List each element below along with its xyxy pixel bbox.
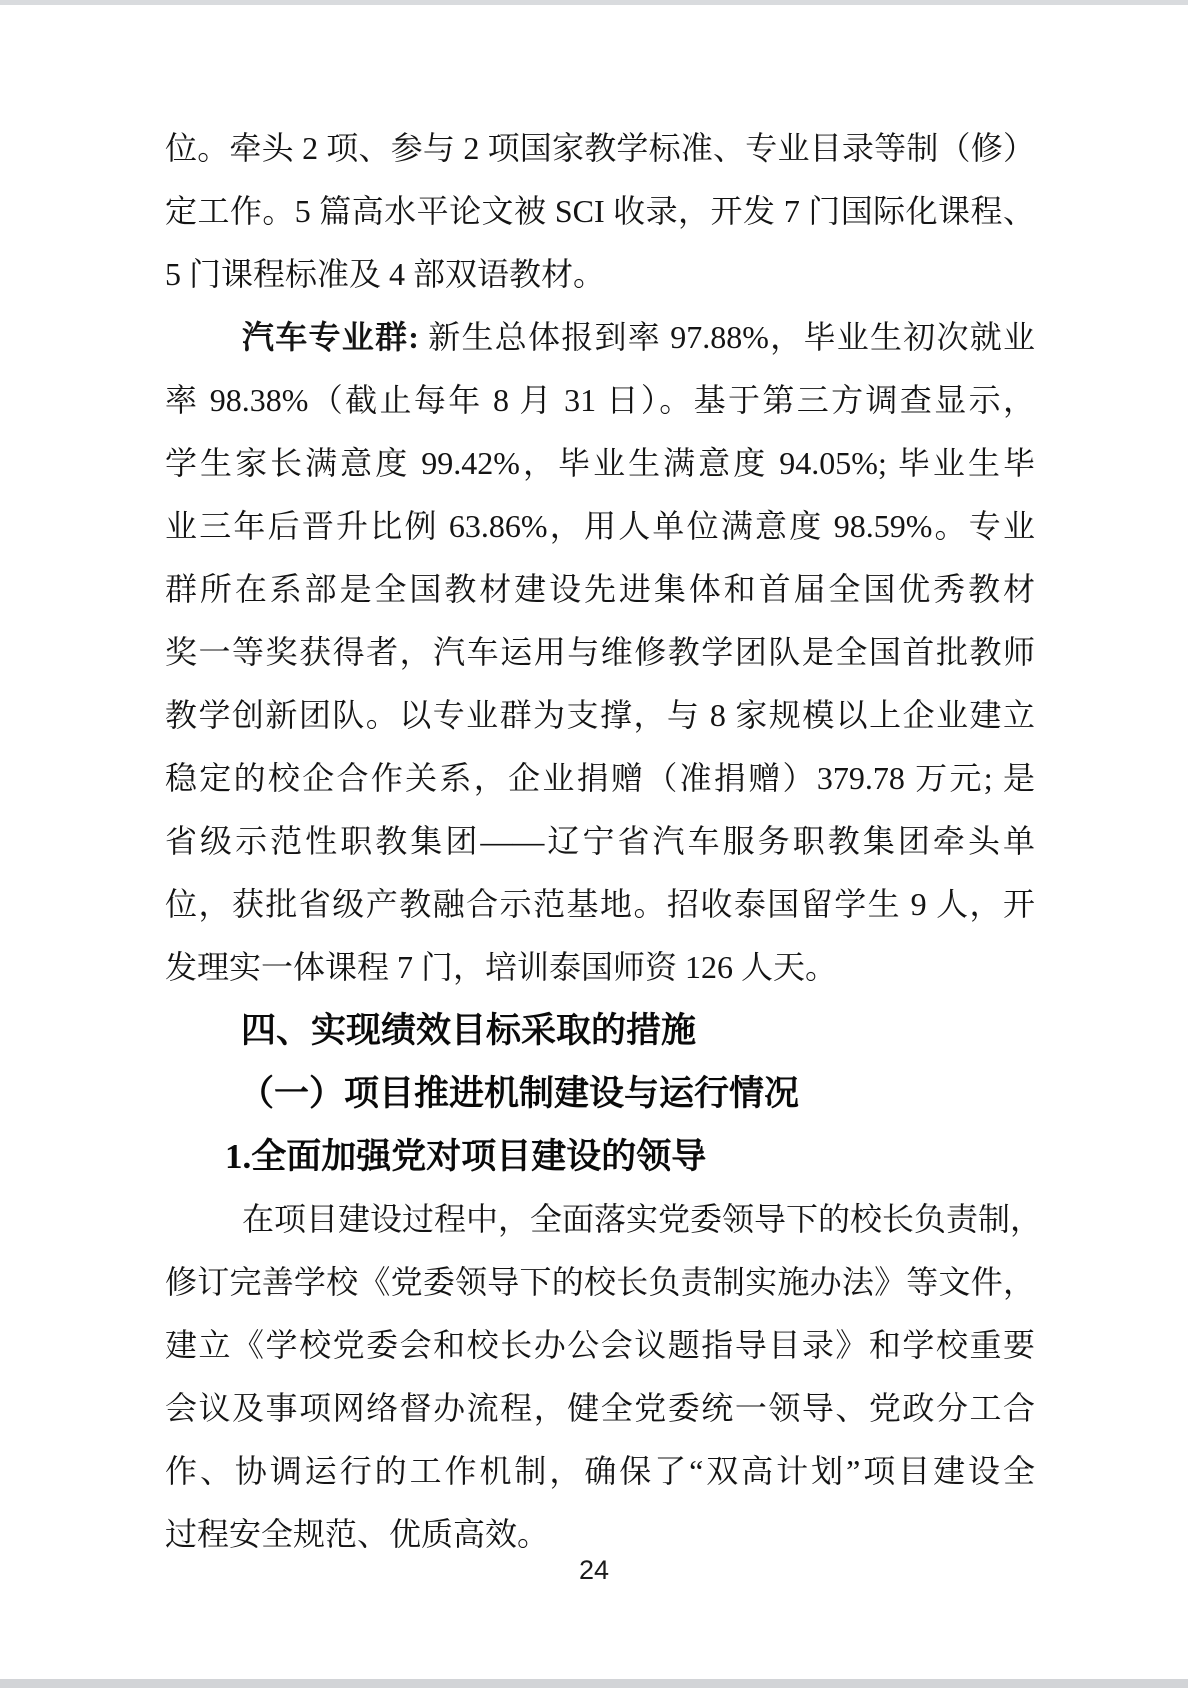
text-line (165, 1188, 1043, 1251)
document-page (165, 117, 1043, 1566)
line-text: 四、实现绩效目标采取的措施 (241, 1011, 697, 1050)
line-text: 在项目建设过程中，全面落实党委领导下的校长负责制， (242, 1201, 1043, 1237)
text-line (165, 243, 1035, 306)
text-line (165, 873, 1035, 936)
text-line (165, 1314, 1035, 1377)
section-heading-1 (165, 999, 1035, 1062)
line-text: 1.全面加强党对项目建设的领导 (225, 1137, 707, 1176)
text-line (165, 684, 1035, 747)
line-text: 建立《学校党委会和校长办公会议题指导目录》和学校重要 (165, 1327, 1035, 1363)
text-line (165, 936, 1035, 999)
viewer-bottom-edge (0, 1679, 1188, 1688)
line-text: 率 98.38%（截止每年 8 月 31 日）。基于第三方调查显示， (165, 382, 1035, 418)
line-text: 位。牵头 2 项、参与 2 项国家教学标准、专业目录等制（修） (165, 130, 1035, 166)
text-line (165, 495, 1035, 558)
bold-lead-text: 汽车专业群: (242, 319, 419, 355)
text-line (165, 1251, 1035, 1314)
text-line (165, 621, 1035, 684)
text-line (165, 306, 1035, 369)
line-text: 5 门课程标准及 4 部双语教材。 (165, 256, 606, 292)
line-text: 业三年后晋升比例 63.86%，用人单位满意度 98.59%。专业 (165, 508, 1035, 544)
line-text: 学生家长满意度 99.42%，毕业生满意度 94.05%; 毕业生毕 (165, 445, 1035, 481)
page-number: 24 (578, 1555, 610, 1585)
line-text: 修订完善学校《党委领导下的校长负责制实施办法》等文件， (165, 1264, 1035, 1300)
line-text: 位，获批省级产教融合示范基地。招收泰国留学生 9 人，开 (165, 886, 1035, 922)
section-heading-2 (165, 1062, 1035, 1125)
line-text: 奖一等奖获得者，汽车运用与维修教学团队是全国首批教师 (165, 634, 1035, 670)
text-line (165, 747, 1035, 810)
line-text: 作、协调运行的工作机制，确保了“双高计划”项目建设全 (165, 1453, 1035, 1489)
line-text: 发理实一体课程 7 门，培训泰国师资 126 人天。 (165, 949, 838, 985)
line-text: 会议及事项网络督办流程，健全党委统一领导、党政分工合 (165, 1390, 1035, 1426)
line-text: 过程安全规范、优质高效。 (165, 1516, 550, 1552)
viewer-top-edge (0, 0, 1188, 5)
line-text: 教学创新团队。以专业群为支撑，与 8 家规模以上企业建立 (165, 697, 1035, 733)
section-heading-3 (165, 1125, 1035, 1188)
line-text: 定工作。5 篇高水平论文被 SCI 收录，开发 7 门国际化课程、 (165, 193, 1035, 229)
text-line (165, 180, 1035, 243)
line-text: 群所在系部是全国教材建设先进集体和首届全国优秀教材 (165, 571, 1035, 607)
text-line (165, 558, 1035, 621)
text-line (165, 117, 1035, 180)
text-line (165, 1440, 1035, 1503)
line-text: 稳定的校企合作关系，企业捐赠（准捐赠）379.78 万元; 是 (165, 760, 1035, 796)
text-line (165, 1377, 1035, 1440)
line-text: （一）项目推进机制建设与运行情况 (239, 1074, 800, 1113)
line-text: 省级示范性职教集团——辽宁省汽车服务职教集团牵头单 (165, 823, 1035, 859)
text-line (165, 432, 1035, 495)
text-line (165, 810, 1035, 873)
line-text: 新生总体报到率 97.88%，毕业生初次就业 (418, 319, 1035, 355)
text-line (165, 369, 1035, 432)
